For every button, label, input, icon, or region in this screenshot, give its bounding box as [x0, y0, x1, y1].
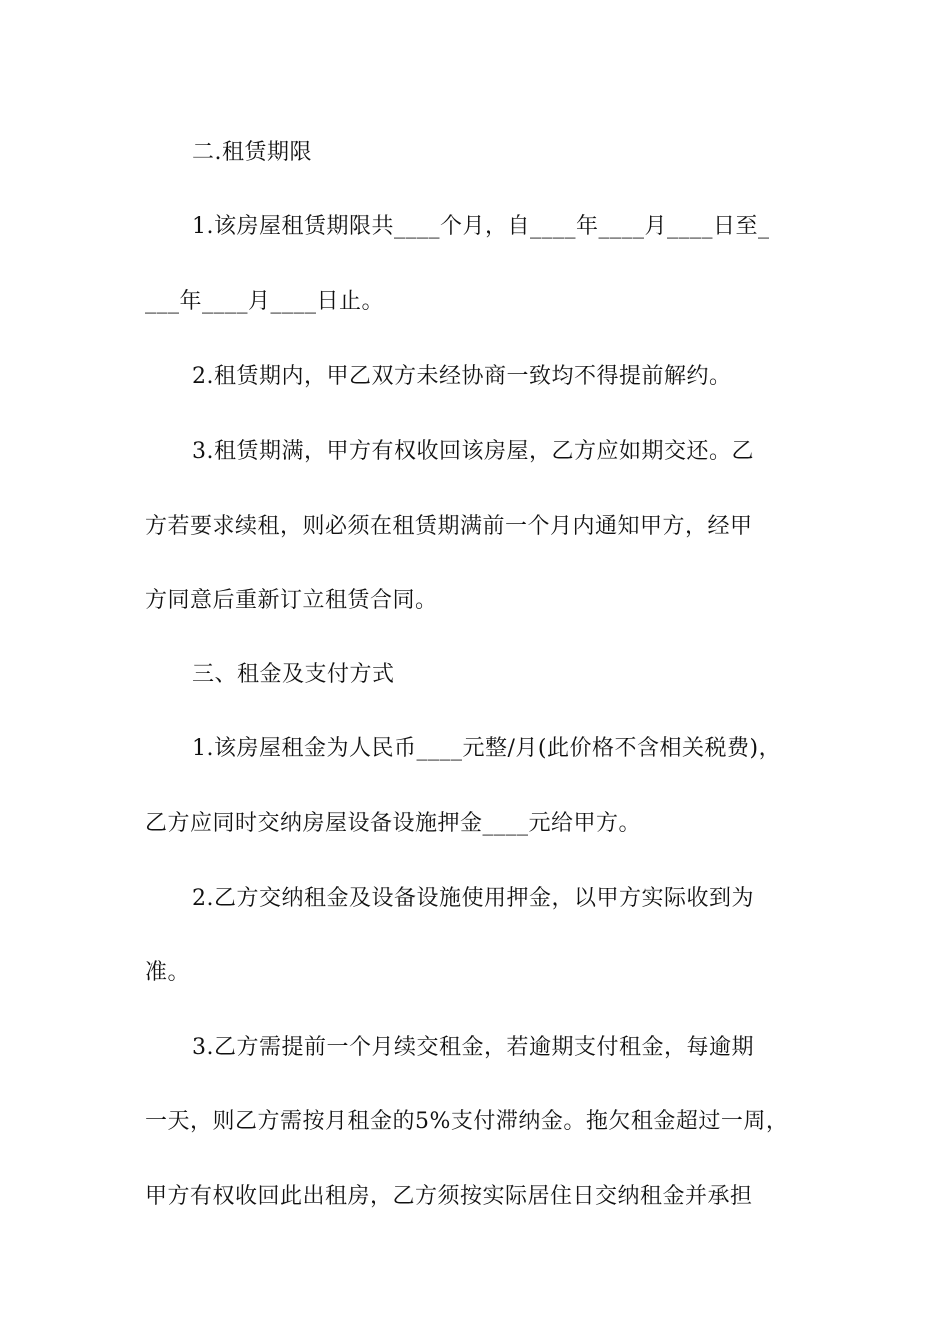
section-heading-lease-term: 二.租赁期限	[192, 140, 312, 165]
paragraph-line: 3.租赁期满，甲方有权收回该房屋，乙方应如期交还。乙	[192, 439, 754, 464]
paragraph-line: 2.租赁期内，甲乙双方未经协商一致均不得提前解约。	[192, 364, 732, 389]
paragraph-line: 乙方应同时交纳房屋设备设施押金____元给甲方。	[145, 811, 642, 836]
paragraph-line: 3.乙方需提前一个月续交租金，若逾期支付租金，每逾期	[192, 1035, 754, 1060]
section-heading-rent-payment: 三、租金及支付方式	[192, 662, 395, 687]
paragraph-line: 1.该房屋租赁期限共____个月，自____年____月____日至_	[192, 214, 770, 239]
paragraph-line: ___年____月____日止。	[145, 289, 385, 314]
paragraph-line: 方若要求续租，则必须在租赁期满前一个月内通知甲方，经甲	[145, 514, 753, 539]
paragraph-line: 2.乙方交纳租金及设备设施使用押金，以甲方实际收到为	[192, 886, 754, 911]
paragraph-line: 甲方有权收回此出租房，乙方须按实际居住日交纳租金并承担	[145, 1184, 753, 1209]
paragraph-line: 一天，则乙方需按月租金的5%支付滞纳金。拖欠租金超过一周，	[145, 1109, 789, 1134]
paragraph-line: 方同意后重新订立租赁合同。	[145, 588, 438, 613]
paragraph-line: 准。	[145, 960, 191, 985]
paragraph-line: 1.该房屋租金为人民币____元整/月(此价格不含相关税费)，	[192, 736, 782, 761]
